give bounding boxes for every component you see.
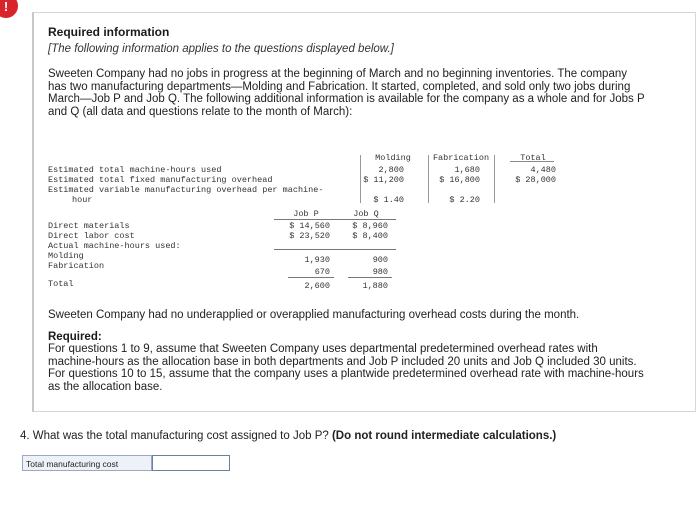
alert-icon: ! (0, 0, 18, 18)
row-label: Estimated total fixed manufacturing overhead (48, 175, 273, 185)
total-line (348, 277, 392, 278)
row-label: Estimated total machine-hours used (48, 165, 222, 175)
job-table (48, 209, 408, 295)
header-underline (340, 219, 396, 220)
cell: $ 2.20 (449, 195, 480, 205)
cell: $ 28,000 (515, 175, 556, 185)
row-label: Fabrication (48, 261, 105, 271)
cell: 2,800 (378, 165, 404, 175)
header-underline (274, 219, 340, 220)
row-label: Direct materials (48, 221, 130, 231)
row-label-cont: hour (72, 195, 93, 205)
overhead-note: Sweeten Company had no underapplied or overapplied manufacturing overhead costs during the month. (48, 309, 580, 321)
required-title: Required: (48, 331, 102, 343)
cell: 670 (314, 267, 330, 277)
header-underline (510, 161, 554, 162)
column-header-total: Total (520, 153, 546, 163)
column-header-molding: Molding (375, 153, 411, 163)
total-manufacturing-cost-input[interactable] (152, 455, 230, 471)
cell: 4,480 (530, 165, 556, 175)
cell: 1,930 (304, 255, 330, 265)
answer-row (22, 455, 230, 471)
cell: $ 1.40 (373, 195, 404, 205)
cell: 2,600 (304, 281, 330, 291)
cell: $ 14,560 (289, 221, 330, 231)
panel-title: Required information (48, 25, 170, 39)
cell: 900 (372, 255, 388, 265)
cell: 1,880 (362, 281, 388, 291)
cell: $ 11,200 (363, 175, 404, 185)
question-prompt: 4. What was the total manufacturing cost assigned to Job P? (20, 430, 329, 442)
question-emphasis: (Do not round intermediate calculations.) (331, 430, 557, 442)
column-header-job-q: Job Q (353, 209, 379, 219)
cell: $ 23,520 (289, 231, 330, 241)
column-divider (494, 155, 495, 203)
column-header-job-p: Job P (293, 209, 319, 219)
row-label: Direct labor cost (48, 231, 135, 241)
column-header-fabrication: Fabrication (432, 153, 490, 163)
cell: 980 (372, 267, 388, 277)
cell: 1,680 (454, 165, 480, 175)
row-label: Total (48, 279, 74, 289)
info-note: [The following information applies to the questions displayed below.] (48, 43, 394, 55)
cell: $ 8,400 (352, 231, 388, 241)
required-body: For questions 1 to 9, assume that Sweeten Company uses departmental predetermined overhead rates with machine-hours as the allocation base in both departments and Job P included 20 units and Job Q included 30 units. For questions 10 to 15, assume that the company uses a plantwide predetermined overhead rate with machine-hours as the allocation base. (48, 343, 644, 393)
row-label: Actual machine-hours used: (48, 241, 181, 251)
section-divider (340, 249, 396, 250)
row-label: Molding (48, 251, 84, 261)
required-information-panel (32, 12, 696, 412)
answer-label: Total manufacturing cost (22, 455, 152, 471)
cell: $ 8,960 (352, 221, 388, 231)
cell: $ 16,800 (439, 175, 480, 185)
section-divider (274, 249, 340, 250)
row-label: Estimated variable manufacturing overhead per machine- (48, 185, 324, 195)
total-line (288, 277, 334, 278)
question-text (20, 430, 556, 442)
intro-paragraph: Sweeten Company had no jobs in progress at the beginning of March and no beginning inventories. The company has two manufacturing departments—Molding and Fabrication. It started, completed, and sold only two jobs during March—Job P and Job Q. The following additional information is available for the company as a whole and for Jobs P and Q (all data and questions relate to the month of March): (48, 68, 645, 118)
